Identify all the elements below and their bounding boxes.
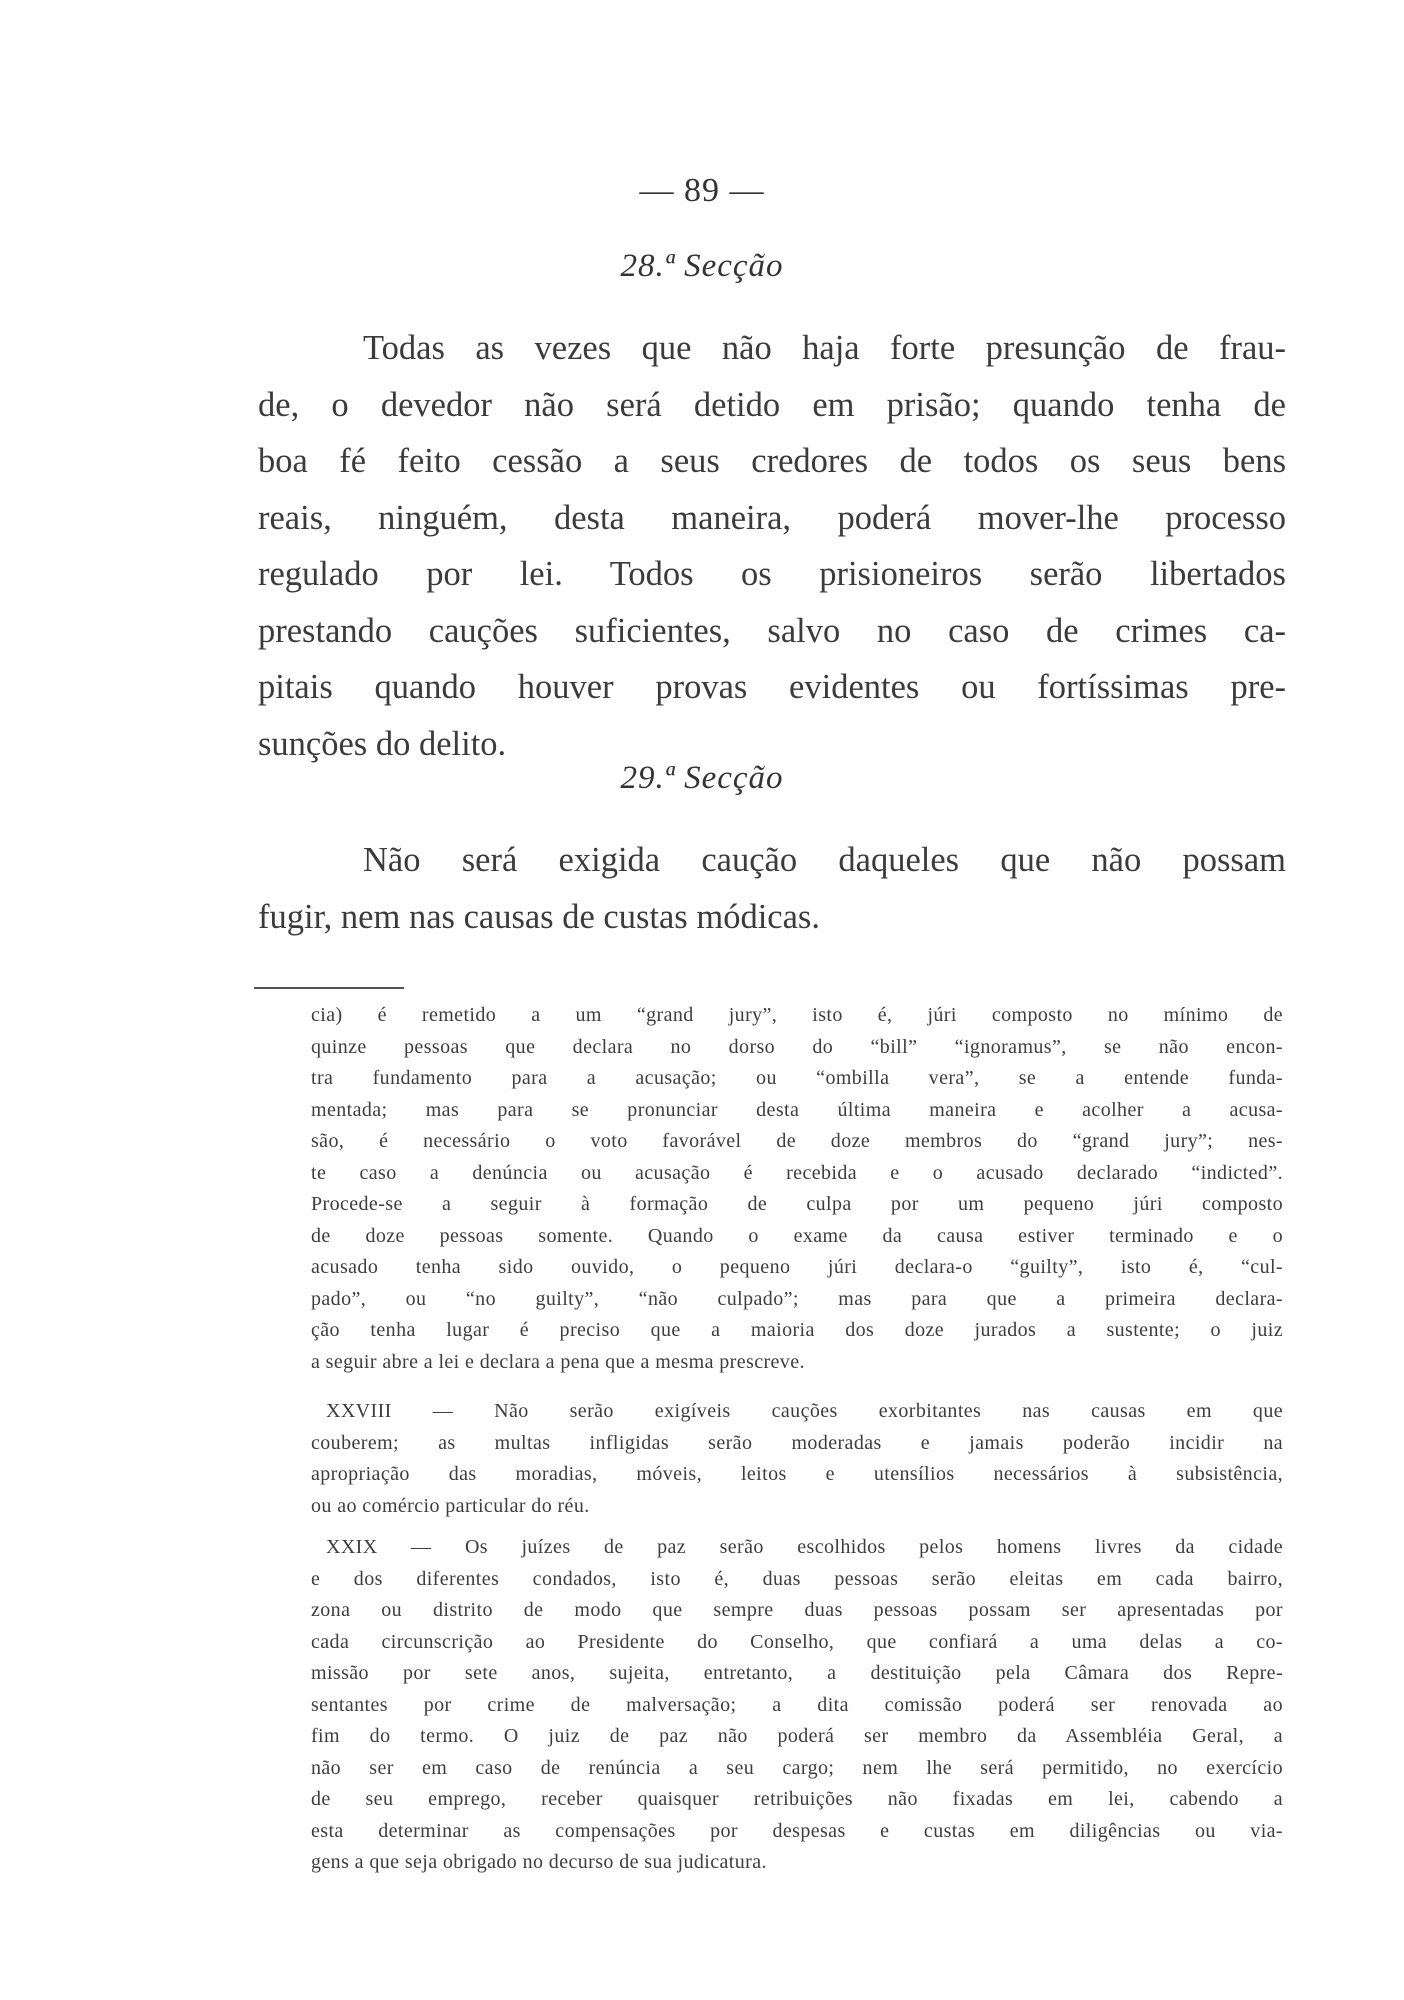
footnote-line: sentantes por crime de malversação; a dita comissão poderá ser renovada ao: [311, 1693, 1283, 1716]
footnote-line: ou ao comércio particular do réu.: [311, 1494, 590, 1517]
page-number: — 89 —: [639, 172, 765, 209]
footnote-line: de seu emprego, receber quaisquer retribuições não fixadas em lei, cabendo a: [311, 1788, 1283, 1810]
footnote-line: couberem; as multas infligidas serão moderadas e jamais poderão incidir na: [311, 1431, 1283, 1454]
footnote-line: cada circunscrição ao Presidente do Conselho, que confiará a uma delas a co-: [311, 1630, 1283, 1653]
paragraph-line: sunções do delito.: [258, 724, 507, 763]
footnote-line: acusado tenha sido ouvido, o pequeno júri declara-o “guilty”, isto é, “cul-: [311, 1256, 1283, 1278]
footnote-line: mentada; mas para se pronunciar desta última maneira e acolher a acusa-: [311, 1098, 1283, 1121]
footnote-line: ção tenha lugar é preciso que a maioria dos doze jurados a sustente; o juiz: [311, 1319, 1283, 1341]
footnote-line: pado”, ou “no guilty”, “não culpado”; mas para que a primeira declara-: [311, 1287, 1283, 1310]
paragraph-line: reais, ninguém, desta maneira, poderá mover-lhe processo: [258, 498, 1286, 537]
footnote-line: esta determinar as compensações por despesas e custas em diligências ou via-: [311, 1819, 1283, 1842]
footnote-divider: [254, 987, 404, 989]
footnote-line: e dos diferentes condados, isto é, duas pessoas serão eleitas em cada bairro,: [311, 1567, 1283, 1590]
footnote-line: tra fundamento para a acusação; ou “ombilla vera”, se a entende funda-: [311, 1067, 1283, 1089]
footnote-line: Procede-se a seguir à formação de culpa por um pequeno júri composto: [311, 1193, 1283, 1215]
paragraph-line: pitais quando houver provas evidentes ou fortíssimas pre-: [258, 668, 1286, 706]
footnote-line: cia) é remetido a um “grand jury”, isto é, júri composto no mínimo de: [311, 1004, 1283, 1026]
footnote-line: quinze pessoas que declara no dorso do “bill” “ignoramus”, se não encon-: [311, 1035, 1283, 1058]
section-heading-29: 29.ª Secção: [620, 760, 784, 796]
footnote-line: zona ou distrito de modo que sempre duas pessoas possam ser apresentadas por: [311, 1599, 1283, 1621]
footnote-line: de doze pessoas somente. Quando o exame da causa estiver terminado e o: [311, 1224, 1283, 1247]
footnote-line: XXVIII — Não serão exigíveis cauções exorbitantes nas causas em que: [326, 1400, 1283, 1422]
footnote-line: a seguir abre a lei e declara a pena que a mesma prescreve.: [311, 1350, 805, 1373]
footnote-line: gens a que seja obrigado no decurso de sua judicatura.: [311, 1851, 767, 1873]
footnote-continuation: [311, 1000, 1283, 1378]
section-heading-28: 28.ª Secção: [620, 248, 784, 284]
paragraph-line: regulado por lei. Todos os prisioneiros serão libertados: [258, 555, 1286, 593]
footnote-line: XXIX — Os juízes de paz serão escolhidos pelos homens livres da cidade: [326, 1536, 1283, 1558]
footnote-xxix: [311, 1532, 1283, 1879]
footnote-xxviii: [311, 1396, 1283, 1522]
paragraph-line: fugir, nem nas causas de custas módicas.: [258, 897, 820, 936]
footnote-line: são, é necessário o voto favorável de doze membros do “grand jury”; nes-: [311, 1130, 1283, 1152]
paragraph-line: de, o devedor não será detido em prisão; quando tenha de: [258, 385, 1286, 424]
footnote-line: apropriação das moradias, móveis, leitos e utensílios necessários à subsistência,: [311, 1463, 1283, 1485]
section-28-paragraph: [258, 320, 1286, 772]
paragraph-line: Todas as vezes que não haja forte presunção de frau-: [363, 329, 1286, 367]
paragraph-line: boa fé feito cessão a seus credores de todos os seus bens: [258, 442, 1286, 480]
paragraph-line: Não será exigida caução daqueles que não possam: [363, 841, 1286, 879]
footnote-line: te caso a denúncia ou acusação é recebida e o acusado declarado “indicted”.: [311, 1161, 1283, 1184]
footnote-line: não ser em caso de renúncia a seu cargo; nem lhe será permitido, no exercício: [311, 1756, 1283, 1779]
footnote-line: fim do termo. O juiz de paz não poderá ser membro da Assembléia Geral, a: [311, 1725, 1283, 1747]
section-29-paragraph: [258, 832, 1286, 945]
paragraph-line: prestando cauções suficientes, salvo no caso de crimes ca-: [258, 611, 1286, 650]
footnote-line: missão por sete anos, sujeita, entretanto, a destituição pela Câmara dos Repre-: [311, 1662, 1283, 1684]
